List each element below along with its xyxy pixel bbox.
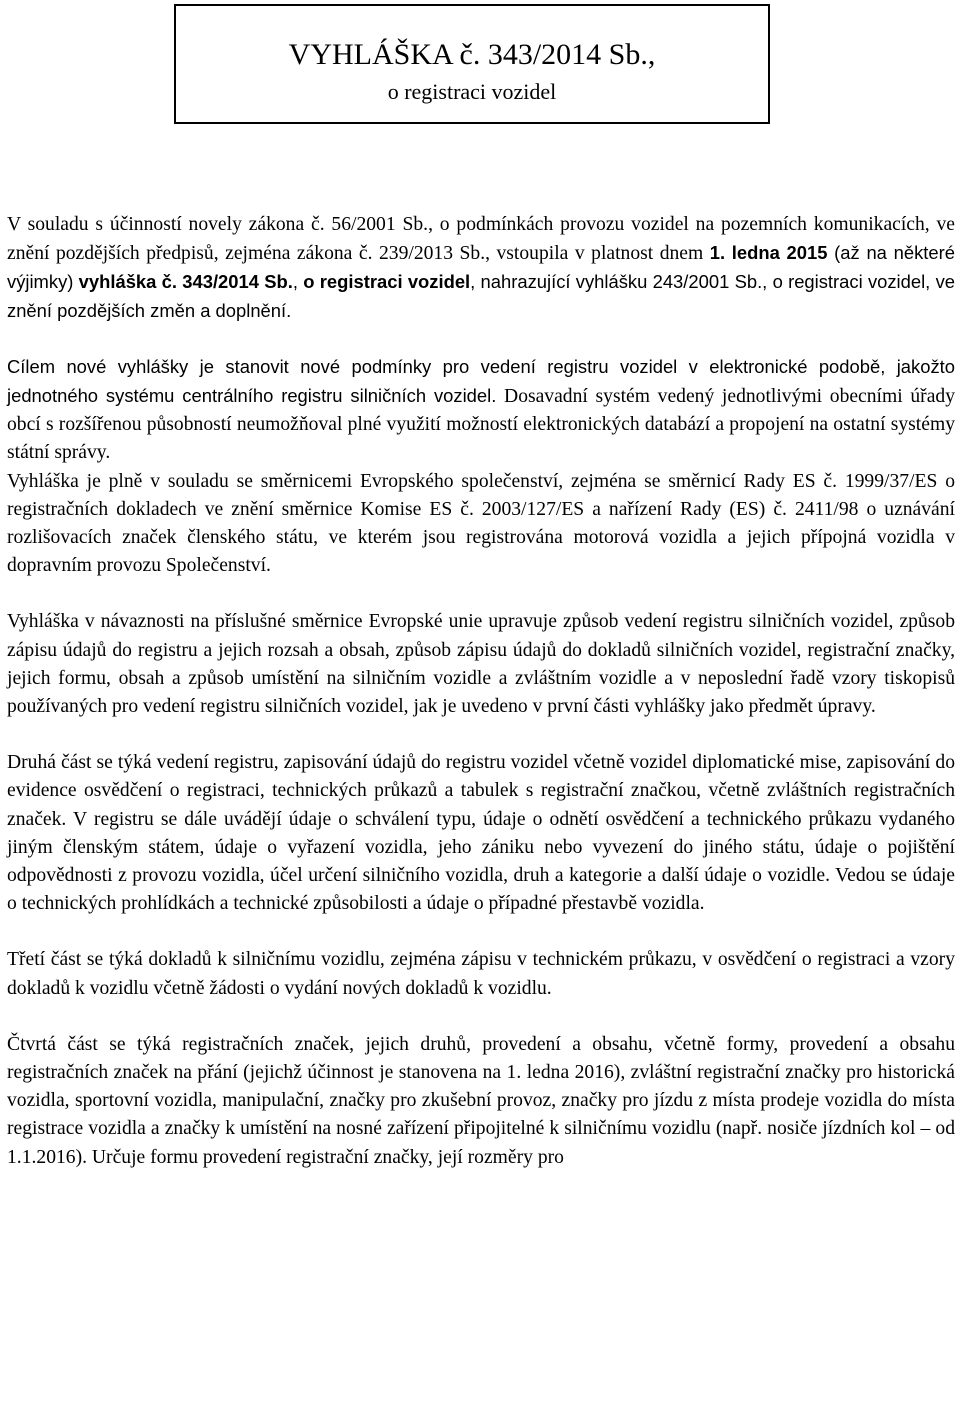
document-title: VYHLÁŠKA č. 343/2014 Sb.,	[288, 38, 656, 71]
intro-text-4: , nahrazující vyhlášku 243/2001 Sb., o registraci vozidel, ve znění pozdějších změn a doplnění.	[7, 271, 955, 321]
intro-bold-decree: vyhláška č. 343/2014 Sb.	[78, 271, 293, 293]
intro-text-1: V souladu s účinností novely zákona č. 56/2001 Sb., o podmínkách provozu vozidel na pozemních komunikacích, ve znění pozdějších předpisů, zejména zákona č. 239/2013 Sb., vstoupila v platnost dnem	[7, 214, 955, 265]
paragraph-part-three: Třetí část se týká dokladů k silničnímu vozidlu, zejména zápisu v technickém průkazu, v osvědčení o registraci a vzory dokladů k vozidlu včetně žádosti o vydání nových dokladů k vozidlu.	[7, 949, 955, 999]
paragraph-eu-compliance: Vyhláška je plně v souladu se směrnicemi Evropského společenství, zejména se směrnicí Rady ES č. 1999/37/ES o registračních dokladech ve znění směrnice Komise ES č. 2003/127/ES a nařízení Rady (ES) č. 2411/98 o uznávání rozlišovacích značek členského státu, ve kterém jsou registrována motorová vozidla a jejich přípojná vozidla v dopravním provozu Společenství.	[7, 470, 955, 577]
intro-bold-date: 1. ledna 2015	[709, 242, 828, 264]
paragraph-intro	[7, 210, 955, 325]
paragraph-part-four: Čtvrtá část se týká registračních značek, jejich druhů, provedení a obsahu, včetně formy, provedení a obsahu registračních značek na přání (jejichž účinnost je stanovena na 1. ledna 2016), zvláštní registrační značky pro historická vozidla, sportovní vozidla, manipulační, značky pro zkušební provoz, značky pro jízdu z místa prodeje vozidla do místa registrace vozidla a značky k umístění na nosné zařízení připojitelné k silničnímu vozidlu (např. nosiče jízdních kol – od 1.1.2016). Určuje formu provedení registrační značky, její rozměry pro	[7, 1033, 955, 1168]
paragraph-part-two: Druhá část se týká vedení registru, zapisování údajů do registru vozidel včetně vozidel diplomatické mise, zapisování do evidence osvědčení o registraci, technických průkazů a tabulek s registrační značkou, včetně zvláštních registračních značek. V registru se dále uvádějí údaje o schválení typu, údaje o odnětí osvědčení a technického průkazu vydaného jiným členským státem, údaje o vyřazení vozidla, jeho zániku nebo vyvezení do jiného státu, údaje o pojištění odpovědnosti z provozu vozidla, účel určení silničního vozidla, druh a kategorie a další údaje o vozidle. Vedou se údaje o technických prohlídkách a technické způsobilosti a údaje o případné přestavbě vozidla.	[7, 752, 955, 915]
intro-text-2: (až na některé výjimky)	[7, 242, 955, 293]
title-box	[174, 4, 770, 124]
goal-sentence-2: Dosavadní systém vedený jednotlivými obecními úřady obcí s rozšířenou působností neumožňoval plné využití možností elektronických databází a propojení na ostatní systémy státní správy.	[7, 386, 955, 464]
intro-bold-topic: o registraci vozidel	[303, 271, 471, 293]
document-body	[7, 210, 955, 1172]
intro-text-3: ,	[292, 271, 304, 293]
goal-sentence-1: Cílem nové vyhlášky je stanovit nové podmínky pro vedení registru vozidel v elektronické podobě, jakožto jednotného systému centrálního registru silničních vozidel.	[7, 355, 955, 407]
paragraph-scope: Vyhláška v návaznosti na příslušné směrnice Evropské unie upravuje způsob vedení registru silničních vozidel, způsob zápisu údajů do registru a jejich rozsah a obsah, způsob zápisu údajů do dokladů silničních vozidel, registrační značky, jejich formu, obsah a způsob umístění na silničním vozidle a zvláštním vozidle a v neposlední řadě vzory tiskopisů používaných pro vedení registru silničních vozidel, jak je uvedeno v první části vyhlášky jako předmět úpravy.	[7, 611, 955, 718]
paragraph-goal	[7, 353, 955, 468]
document-subtitle: o registraci vozidel	[387, 79, 557, 104]
